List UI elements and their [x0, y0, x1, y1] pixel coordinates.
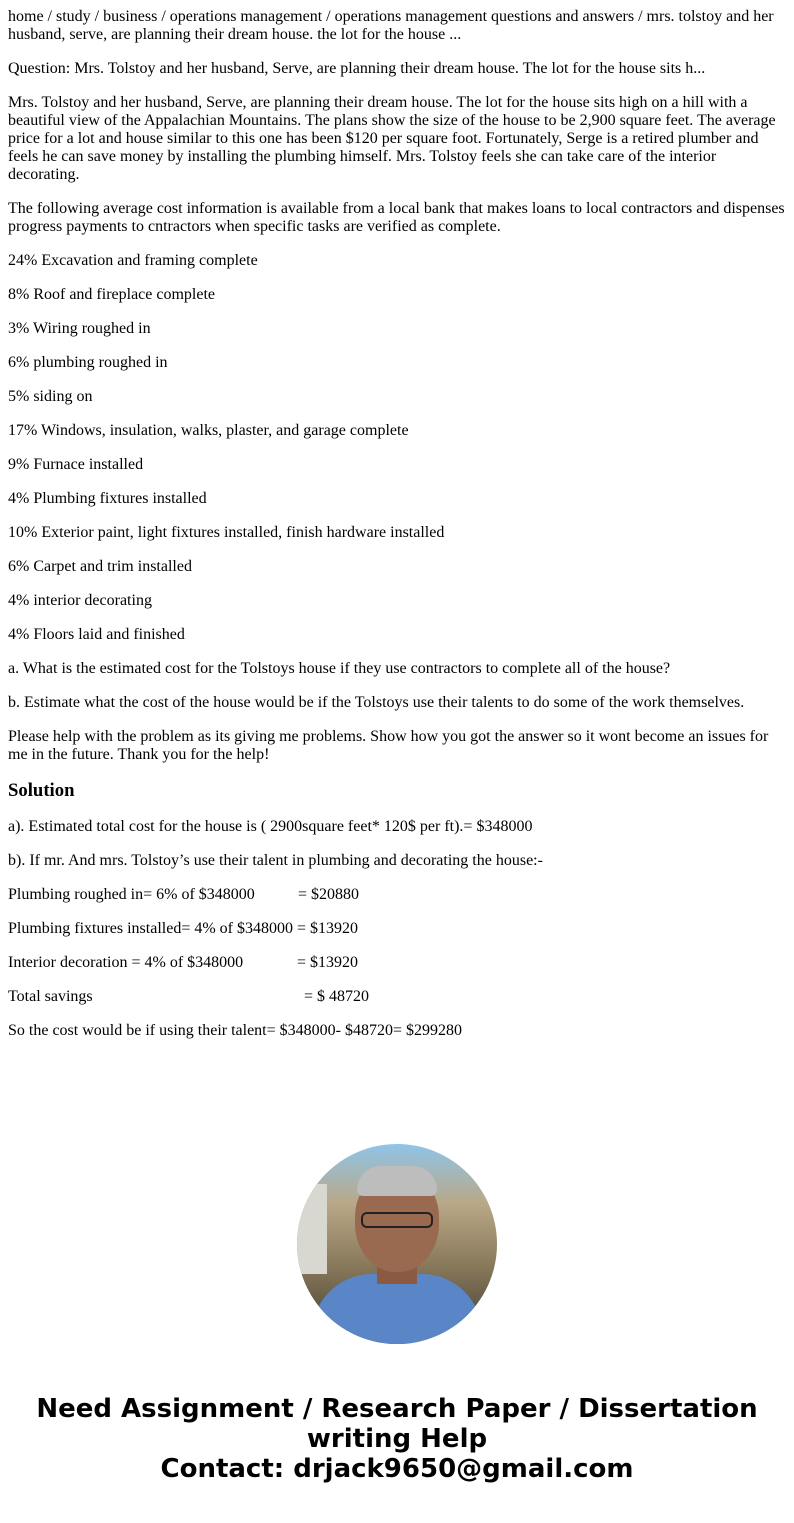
calc-value: = $20880	[298, 886, 360, 903]
calc-row	[8, 988, 786, 1006]
cost-item: 4% interior decorating	[8, 592, 152, 609]
calc-value: = $ 48720	[304, 988, 370, 1005]
cost-item: 6% Carpet and trim installed	[8, 558, 192, 575]
footer-contact[interactable]: Contact: drjack9650@gmail.com	[160, 1454, 634, 1484]
cost-item: 24% Excavation and framing complete	[8, 252, 258, 269]
solution-heading: Solution	[8, 780, 75, 801]
solution-conclusion: So the cost would be if using their talent= $348000- $48720= $299280	[8, 1022, 462, 1039]
calc-row	[8, 920, 786, 938]
cost-item: 4% Floors laid and finished	[8, 626, 185, 643]
cost-item: 9% Furnace installed	[8, 456, 144, 473]
question-a: a. What is the estimated cost for the Tolstoys house if they use contractors to complete all of the house?	[8, 660, 671, 677]
footer-headline: Need Assignment / Research Paper / Dissertation writing Help	[36, 1394, 758, 1454]
question-paragraph: Mrs. Tolstoy and her husband, Serve, are planning their dream house. The lot for the house sits high on a hill with a beautiful view of the Appalachian Mountains. The plans show the size of the house to be 2,900 square feet. The average price for a lot and house similar to this one has been $120 per square foot. Fortunately, Serge is a retired plumber and feels he can save money by installing the plumbing himself. Mrs. Tolstoy feels she can take care of the interior decorating.	[8, 94, 776, 183]
cost-item: 8% Roof and fireplace complete	[8, 286, 216, 303]
author-photo	[297, 1144, 497, 1344]
cost-item: 17% Windows, insulation, walks, plaster, and garage complete	[8, 422, 409, 439]
calc-label: Plumbing fixtures installed= 4% of $348000	[8, 920, 293, 937]
calc-value: = $13920	[297, 954, 359, 971]
calc-row	[8, 954, 786, 972]
cost-item: 3% Wiring roughed in	[8, 320, 151, 337]
calc-row	[8, 886, 786, 904]
solution-b: b). If mr. And mrs. Tolstoy’s use their talent in plumbing and decorating the house:-	[8, 852, 543, 869]
solution-a: a). Estimated total cost for the house is ( 2900square feet* 120$ per ft).= $348000	[8, 818, 533, 835]
question-paragraph: The following average cost information is available from a local bank that makes loans to local contractors and dispenses progress payments to cntractors when specific tasks are verified as complete.	[8, 200, 785, 235]
footer-ad	[8, 1394, 786, 1484]
cost-items-list	[8, 252, 786, 644]
calc-label: Interior decoration = 4% of $348000	[8, 954, 244, 971]
cost-item: 10% Exterior paint, light fixtures installed, finish hardware installed	[8, 524, 445, 541]
glasses-icon	[361, 1212, 433, 1228]
calc-label: Total savings	[8, 988, 93, 1005]
question-title: Question: Mrs. Tolstoy and her husband, Serve, are planning their dream house. The lot for the house sits h...	[8, 60, 706, 77]
help-request: Please help with the problem as its giving me problems. Show how you got the answer so it wont become an issues for me in the future. Thank you for the help!	[8, 728, 769, 763]
calc-value: = $13920	[297, 920, 359, 937]
breadcrumb[interactable]: home / study / business / operations management / operations management questions and answers / mrs. tolstoy and her husband, serve, are planning their dream house. the lot for the house ...	[8, 8, 774, 43]
cost-item: 5% siding on	[8, 388, 93, 405]
question-b: b. Estimate what the cost of the house would be if the Tolstoys use their talents to do some of the work themselves.	[8, 694, 745, 711]
author-photo-container	[8, 1144, 786, 1344]
calc-label: Plumbing roughed in= 6% of $348000	[8, 886, 255, 903]
cost-item: 4% Plumbing fixtures installed	[8, 490, 207, 507]
cost-item: 6% plumbing roughed in	[8, 354, 168, 371]
